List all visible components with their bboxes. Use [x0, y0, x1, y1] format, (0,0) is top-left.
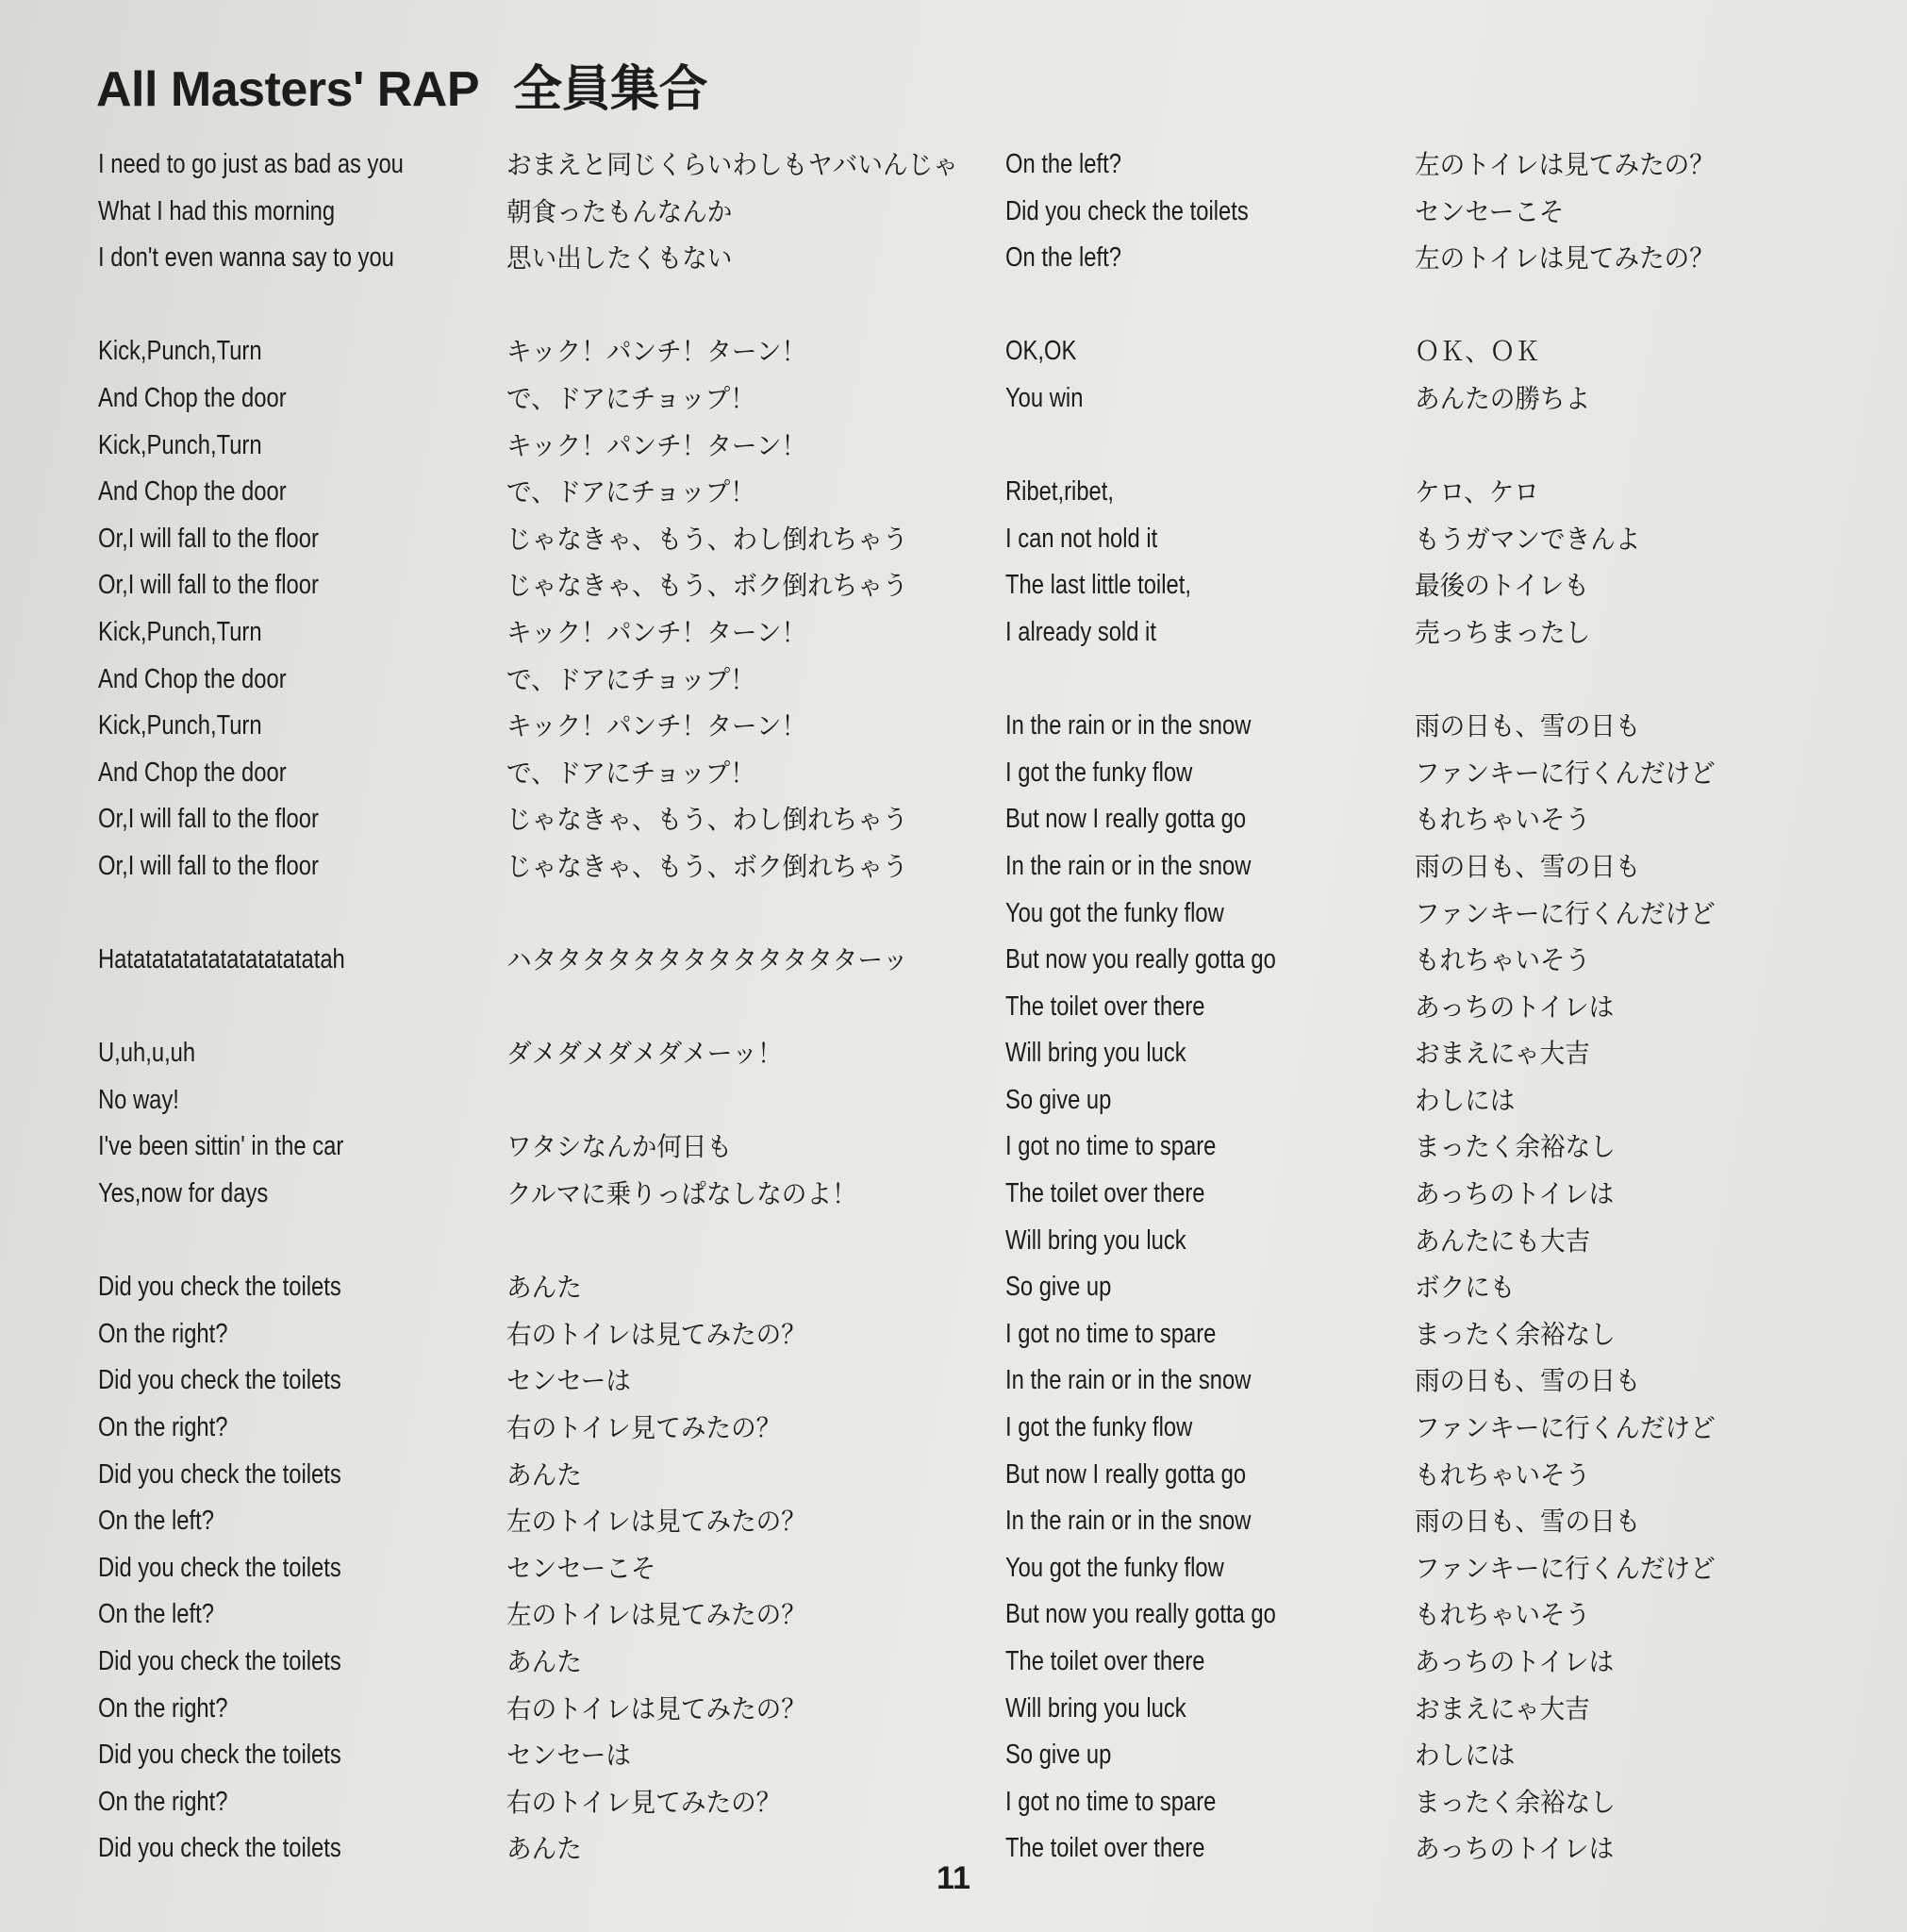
- lyric-line: And Chop the door: [98, 382, 287, 413]
- lyric-line: But now you really gotta go: [1005, 1599, 1276, 1630]
- lyric-line: あんたにも大吉: [1415, 1225, 1591, 1256]
- lyric-line: On the right?: [98, 1692, 228, 1724]
- lyric-line: [506, 282, 958, 329]
- page-title: [96, 49, 707, 120]
- lyric-line: わしには: [1415, 1085, 1516, 1115]
- lyric-line: Will bring you luck: [1005, 1038, 1186, 1069]
- lyric-line: ケロ、ケロ: [1415, 477, 1539, 508]
- lyric-line: Kick,Punch,Turn: [98, 336, 262, 367]
- lyric-line: Or,I will fall to the floor: [98, 850, 319, 881]
- lyric-line: [98, 1218, 404, 1265]
- lyric-line: キック！パンチ！ターン！: [506, 617, 807, 647]
- lyric-line: Will bring you luck: [1005, 1224, 1186, 1256]
- lyric-line: [1005, 282, 1276, 329]
- lyric-line: おまえにゃ大吉: [1415, 1693, 1590, 1724]
- lyric-line: Did you check the toilets: [98, 1646, 341, 1676]
- lyric-line: On the left?: [1005, 242, 1121, 274]
- lyric-line: Did you check the toilets: [98, 1552, 341, 1583]
- lyric-line: Kick,Punch,Turn: [98, 429, 262, 460]
- lyric-line: じゃなきゃ、もう、ボク倒れちゃう: [506, 851, 908, 881]
- lyric-line: You got the funky flow: [1005, 1552, 1224, 1583]
- lyric-line: [98, 891, 404, 938]
- lyric-line: あっちのトイレは: [1415, 1834, 1615, 1864]
- lyric-line: 右のトイレ見てみたの？: [506, 1787, 782, 1817]
- lyric-line: [1415, 657, 1716, 704]
- lyric-line: You got the funky flow: [1005, 897, 1224, 928]
- lyric-line: The last little toilet,: [1005, 570, 1191, 601]
- lyric-line: And Chop the door: [98, 757, 287, 788]
- lyric-line: [506, 1077, 958, 1124]
- lyric-line: ハタタタタタタタタタタタタターッ: [506, 945, 908, 975]
- lyric-line: The toilet over there: [1005, 1178, 1205, 1209]
- lyric-line: [1415, 423, 1716, 470]
- lyric-line: あんた: [506, 1834, 582, 1864]
- lyric-line: Or,I will fall to the floor: [98, 523, 319, 554]
- lyrics-column-english-2: [1005, 142, 1335, 1873]
- lyric-line: And Chop the door: [98, 663, 287, 694]
- lyric-line: 雨の日も、雪の日も: [1415, 1366, 1641, 1396]
- lyric-line: So give up: [1005, 1084, 1112, 1115]
- lyric-line: あんたの勝ちよ: [1415, 383, 1591, 413]
- lyric-line: [506, 1218, 958, 1265]
- lyric-line: じゃなきゃ、もう、ボク倒れちゃう: [506, 571, 908, 601]
- lyric-line: ファンキーに行くんだけど: [1415, 1553, 1716, 1583]
- lyric-line: Or,I will fall to the floor: [98, 570, 319, 601]
- lyric-line: もれちゃいそう: [1415, 805, 1591, 835]
- lyric-line: まったく余裕なし: [1415, 1319, 1616, 1349]
- lyric-line: 朝食ったもんなんか: [506, 196, 733, 226]
- lyric-line: じゃなきゃ、もう、わし倒れちゃう: [506, 524, 908, 554]
- lyric-line: I can not hold it: [1005, 523, 1158, 554]
- lyric-line: On the left?: [98, 1506, 214, 1537]
- lyric-line: [506, 891, 958, 938]
- lyric-line: I already sold it: [1005, 616, 1156, 647]
- lyric-line: 雨の日も、雪の日も: [1415, 851, 1641, 881]
- lyric-line: No way!: [98, 1084, 179, 1115]
- lyric-line: で、ドアにチョップ！: [506, 477, 755, 508]
- lyric-line: あんた: [506, 1273, 582, 1303]
- lyric-line: In the rain or in the snow: [1005, 1506, 1252, 1537]
- lyric-line: Did you check the toilets: [98, 1272, 341, 1303]
- lyric-line: Did you check the toilets: [1005, 195, 1249, 226]
- lyric-line: [1005, 423, 1276, 470]
- lyric-line: And Chop the door: [98, 476, 287, 508]
- lyric-line: 売っちまったし: [1415, 617, 1591, 647]
- lyric-line: So give up: [1005, 1272, 1112, 1303]
- lyrics-column-english-1: [98, 142, 471, 1873]
- lyric-line: On the right?: [98, 1318, 228, 1349]
- lyric-line: で、ドアにチョップ！: [506, 758, 755, 788]
- lyric-line: I got the funky flow: [1005, 757, 1193, 788]
- lyrics-column-japanese-1: [506, 142, 982, 1873]
- lyric-line: So give up: [1005, 1740, 1112, 1771]
- lyric-line: 雨の日も、雪の日も: [1415, 711, 1641, 741]
- lyric-line: あんた: [506, 1459, 582, 1490]
- lyric-line: もれちゃいそう: [1415, 1459, 1591, 1490]
- lyric-line: The toilet over there: [1005, 1833, 1205, 1864]
- lyric-line: I don't even wanna say to you: [98, 242, 394, 274]
- lyric-line: On the right?: [98, 1412, 228, 1443]
- title-japanese: 全員集合: [513, 62, 708, 117]
- lyric-line: But now I really gotta go: [1005, 1458, 1247, 1490]
- lyric-line: センセーは: [506, 1366, 631, 1396]
- lyric-line: ファンキーに行くんだけど: [1415, 1413, 1716, 1443]
- lyric-line: [1415, 282, 1716, 329]
- lyric-line: 右のトイレは見てみたの？: [506, 1319, 806, 1349]
- lyric-line: I need to go just as bad as you: [98, 149, 404, 179]
- lyric-line: もれちゃいそう: [1415, 1600, 1591, 1630]
- title-english: All Masters' RAP: [96, 62, 480, 117]
- lyric-line: あっちのトイレは: [1415, 1179, 1615, 1209]
- lyric-line: 左のトイレは見てみたの？: [1415, 243, 1715, 274]
- lyric-line: おまえと同じくらいわしもヤバいんじゃ: [506, 150, 958, 179]
- lyric-line: 雨の日も、雪の日も: [1415, 1507, 1641, 1537]
- lyric-line: Kick,Punch,Turn: [98, 616, 262, 647]
- lyric-line: I got no time to spare: [1005, 1318, 1217, 1349]
- lyric-line: [98, 984, 404, 1031]
- lyric-line: ファンキーに行くんだけど: [1415, 898, 1716, 928]
- lyric-line: [1005, 657, 1276, 704]
- lyric-line: Did you check the toilets: [98, 1740, 341, 1771]
- lyric-line: ファンキーに行くんだけど: [1415, 758, 1716, 788]
- lyric-line: 左のトイレは見てみたの？: [506, 1507, 806, 1537]
- lyric-line: In the rain or in the snow: [1005, 710, 1252, 741]
- lyric-line: キック！パンチ！ターン！: [506, 711, 807, 741]
- lyric-line: In the rain or in the snow: [1005, 850, 1252, 881]
- lyric-line: Did you check the toilets: [98, 1458, 341, 1490]
- lyric-line: U,uh,u,uh: [98, 1038, 196, 1069]
- lyric-line: 左のトイレは見てみたの？: [1415, 150, 1715, 179]
- lyric-line: [98, 282, 404, 329]
- lyric-line: In the rain or in the snow: [1005, 1365, 1252, 1396]
- lyric-line: Did you check the toilets: [98, 1365, 341, 1396]
- lyric-line: あっちのトイレは: [1415, 1647, 1615, 1676]
- lyric-line: Kick,Punch,Turn: [98, 710, 262, 741]
- lyric-line: センセーこそ: [506, 1553, 656, 1583]
- lyric-line: ワタシなんか何日も: [506, 1132, 733, 1162]
- lyric-line: 最後のトイレも: [1415, 571, 1589, 601]
- lyric-line: I got no time to spare: [1005, 1131, 1217, 1162]
- lyric-line: On the right?: [98, 1786, 228, 1817]
- lyric-line: On the left?: [98, 1599, 214, 1630]
- lyric-line: で、ドアにチョップ！: [506, 664, 755, 694]
- lyric-line: I got no time to spare: [1005, 1786, 1217, 1817]
- lyric-line: 右のトイレは見てみたの？: [506, 1693, 806, 1724]
- lyric-line: On the left?: [1005, 149, 1121, 179]
- lyric-line: 右のトイレ見てみたの？: [506, 1413, 782, 1443]
- lyric-line: The toilet over there: [1005, 991, 1205, 1022]
- lyric-line: じゃなきゃ、もう、わし倒れちゃう: [506, 805, 908, 835]
- page-number: 11: [937, 1860, 970, 1896]
- lyric-line: The toilet over there: [1005, 1646, 1205, 1676]
- lyric-line: Or,I will fall to the floor: [98, 804, 319, 835]
- lyric-line: I got the funky flow: [1005, 1412, 1193, 1443]
- lyric-line: キック！パンチ！ターン！: [506, 337, 807, 367]
- lyric-line: クルマに乗りっぱなしなのよ！: [506, 1179, 857, 1209]
- lyric-line: まったく余裕なし: [1415, 1787, 1616, 1817]
- lyric-line: あっちのトイレは: [1415, 991, 1615, 1022]
- lyric-line: But now I really gotta go: [1005, 804, 1247, 835]
- lyric-line: Hatatatatatatatatatatatah: [98, 944, 345, 975]
- lyric-line: But now you really gotta go: [1005, 944, 1276, 975]
- lyric-line: センセーこそ: [1415, 196, 1565, 226]
- lyric-line: You win: [1005, 382, 1084, 413]
- lyric-line: [506, 984, 958, 1031]
- lyric-line: あんた: [506, 1647, 582, 1676]
- lyric-line: Did you check the toilets: [98, 1833, 341, 1864]
- lyrics-column-japanese-2: [1415, 142, 1731, 1873]
- lyric-line: I've been sittin' in the car: [98, 1131, 344, 1162]
- lyric-line: ダメダメダメダメーッ！: [506, 1039, 783, 1069]
- lyric-line: What I had this morning: [98, 195, 336, 226]
- lyric-line: Yes,now for days: [98, 1178, 269, 1209]
- lyric-line: わしには: [1415, 1740, 1516, 1771]
- lyric-line: もれちゃいそう: [1415, 945, 1591, 975]
- lyric-line: まったく余裕なし: [1415, 1132, 1616, 1162]
- lyric-line: OK,OK: [1005, 336, 1077, 367]
- lyric-line: 思い出したくもない: [506, 243, 733, 274]
- lyric-line: で、ドアにチョップ！: [506, 383, 755, 413]
- lyric-line: Will bring you luck: [1005, 1692, 1186, 1724]
- lyric-line: Ribet,ribet,: [1005, 476, 1114, 508]
- lyric-line: おまえにゃ大吉: [1415, 1039, 1590, 1069]
- lyric-line: ＯＫ、ＯＫ: [1415, 337, 1541, 367]
- lyric-line: もうガマンできんよ: [1415, 524, 1641, 554]
- lyric-line: キック！パンチ！ターン！: [506, 430, 807, 460]
- lyric-line: センセーは: [506, 1740, 631, 1771]
- lyric-line: 左のトイレは見てみたの？: [506, 1600, 806, 1630]
- lyric-line: ボクにも: [1415, 1273, 1516, 1303]
